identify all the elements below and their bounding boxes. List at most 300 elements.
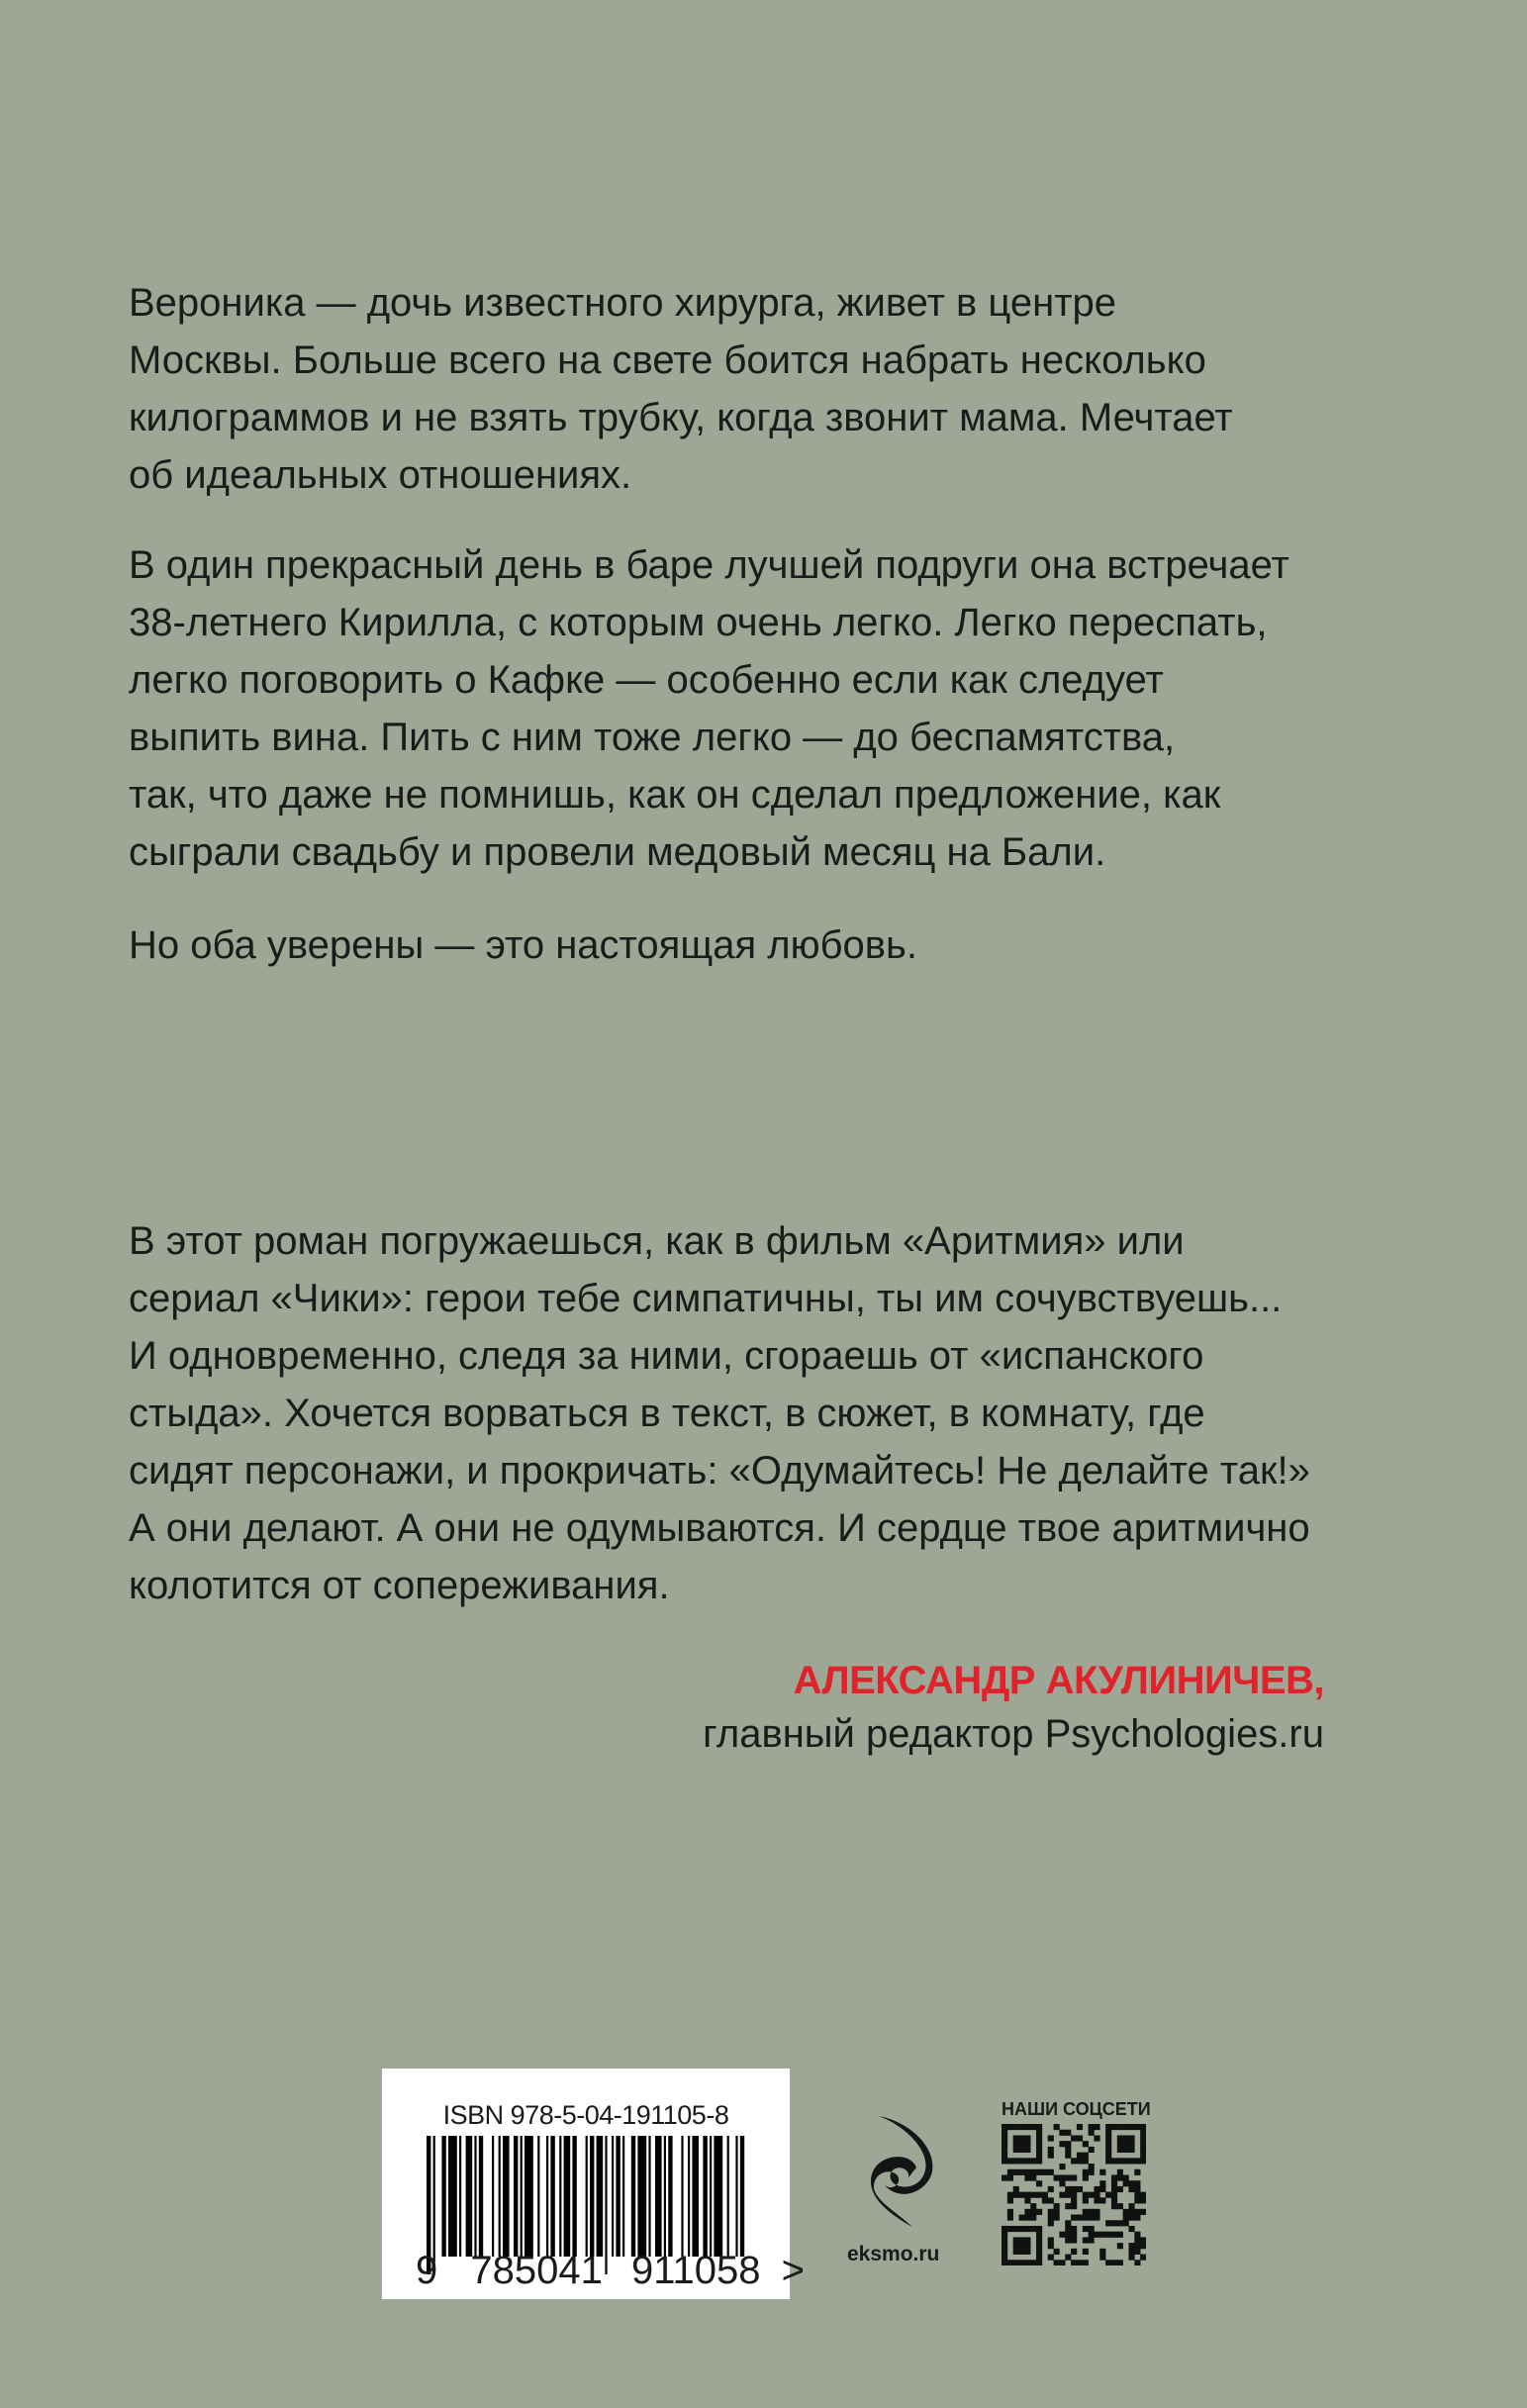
barcode-bar	[521, 2136, 523, 2257]
qr-module	[1054, 2215, 1060, 2221]
qr-module	[1059, 2130, 1065, 2136]
qr-module	[1089, 2124, 1095, 2130]
qr-module	[1002, 2260, 1007, 2265]
barcode-bar	[616, 2136, 620, 2257]
barcode-bar	[681, 2136, 683, 2257]
qr-module	[1140, 2135, 1146, 2141]
qr-module	[1030, 2203, 1036, 2209]
qr-module	[1083, 2174, 1089, 2180]
qr-module	[1054, 2249, 1060, 2255]
barcode-digit-group: 785041	[470, 2249, 603, 2292]
qr-module	[1094, 2135, 1099, 2141]
qr-module	[1065, 2203, 1071, 2209]
barcode-bar	[474, 2136, 476, 2257]
qr-module	[1007, 2192, 1013, 2198]
qr-module	[1105, 2130, 1111, 2136]
qr-module	[1002, 2249, 1007, 2255]
qr-module	[1030, 2169, 1036, 2175]
qr-module	[1117, 2243, 1123, 2249]
barcode-bar	[586, 2136, 588, 2257]
qr-module	[1002, 2226, 1007, 2232]
qr-module	[1134, 2209, 1140, 2215]
quote-author: АЛЕКСАНДР АКУЛИНИЧЕВ,	[793, 1659, 1324, 1702]
qr-module	[1123, 2220, 1129, 2226]
qr-module	[1077, 2260, 1083, 2265]
qr-module	[1089, 2215, 1095, 2221]
qr-module	[1065, 2141, 1071, 2147]
qr-module	[1094, 2197, 1099, 2203]
qr-module	[1002, 2141, 1007, 2147]
qr-module	[1065, 2220, 1071, 2226]
qr-module	[1105, 2260, 1111, 2265]
qr-module	[1036, 2243, 1042, 2249]
qr-module	[1036, 2192, 1042, 2198]
barcode-bar	[648, 2136, 650, 2257]
qr-module	[1105, 2220, 1111, 2226]
text-line: об идеальных отношениях.	[129, 453, 632, 497]
qr-module	[1013, 2147, 1019, 2153]
qr-module	[1123, 2141, 1129, 2147]
qr-module	[1048, 2197, 1054, 2203]
qr-module	[1071, 2186, 1077, 2192]
text-line: так, что даже не помнишь, как он сделал предложение, как	[129, 773, 1221, 817]
qr-module	[1030, 2158, 1036, 2164]
qr-module	[1117, 2232, 1123, 2238]
qr-module	[1094, 2124, 1099, 2130]
qr-module	[1128, 2141, 1134, 2147]
qr-module	[1140, 2158, 1146, 2164]
eksmo-logo-icon	[851, 2108, 940, 2237]
qr-module	[1036, 2255, 1042, 2261]
qr-module	[1002, 2158, 1007, 2164]
text-line: 38-летнего Кирилла, с которым очень легко. Легко переспать,	[129, 601, 1268, 644]
qr-module	[1007, 2197, 1013, 2203]
barcode-bar	[714, 2136, 722, 2257]
qr-module	[1013, 2135, 1019, 2141]
qr-module	[1105, 2147, 1111, 2153]
qr-module	[1002, 2237, 1007, 2243]
qr-module	[1117, 2135, 1123, 2141]
qr-module	[1089, 2164, 1095, 2169]
qr-module	[1077, 2153, 1083, 2159]
barcode-bar	[546, 2136, 548, 2257]
qr-module	[1013, 2186, 1019, 2192]
qr-module	[1105, 2192, 1111, 2198]
qr-module	[1019, 2158, 1025, 2164]
qr-module	[1002, 2243, 1007, 2249]
qr-module	[1089, 2232, 1095, 2238]
qr-module	[1083, 2192, 1089, 2198]
qr-module	[1123, 2135, 1129, 2141]
qr-module	[1019, 2260, 1025, 2265]
qr-module	[1030, 2209, 1036, 2215]
qr-module	[1128, 2147, 1134, 2153]
qr-module	[1140, 2147, 1146, 2153]
qr-module	[1054, 2203, 1060, 2209]
barcode-bar	[688, 2136, 690, 2257]
qr-module	[1128, 2243, 1134, 2249]
barcode-bar	[466, 2136, 473, 2257]
qr-module	[1077, 2215, 1083, 2221]
qr-module	[1071, 2215, 1077, 2221]
qr-module	[1123, 2209, 1129, 2215]
qr-module	[1042, 2197, 1048, 2203]
qr-module	[1024, 2174, 1030, 2180]
qr-module	[1128, 2186, 1134, 2192]
qr-module	[1059, 2232, 1065, 2238]
barcode-bar	[559, 2136, 561, 2257]
qr-module	[1036, 2226, 1042, 2232]
qr-module	[1002, 2153, 1007, 2159]
qr-module	[1117, 2203, 1123, 2209]
qr-module	[1099, 2180, 1105, 2186]
qr-module	[1019, 2124, 1025, 2130]
qr-module	[1036, 2180, 1042, 2186]
qr-module	[1048, 2243, 1054, 2249]
text-line: килограммов и не взять трубку, когда звонит мама. Мечтает	[129, 396, 1233, 439]
barcode-bar	[637, 2136, 646, 2257]
qr-module	[1036, 2158, 1042, 2164]
qr-module	[1013, 2226, 1019, 2232]
qr-module	[1134, 2232, 1140, 2238]
qr-module	[1134, 2237, 1140, 2243]
qr-module	[1019, 2249, 1025, 2255]
text-line: выпить вина. Пить с ним тоже легко — до беспамятства,	[129, 716, 1176, 759]
qr-module	[1054, 2124, 1060, 2130]
qr-module	[1036, 2260, 1042, 2265]
qr-module	[1013, 2141, 1019, 2147]
qr-module	[1128, 2255, 1134, 2261]
qr-module	[1105, 2124, 1111, 2130]
barcode-bar	[597, 2136, 604, 2257]
qr-module	[1123, 2180, 1129, 2186]
qr-module	[1128, 2124, 1134, 2130]
qr-module	[1065, 2130, 1071, 2136]
qr-module	[1030, 2174, 1036, 2180]
qr-module	[1065, 2186, 1071, 2192]
qr-module	[1077, 2135, 1083, 2141]
qr-module	[1071, 2158, 1077, 2164]
qr-module	[1007, 2260, 1013, 2265]
qr-module	[1117, 2169, 1123, 2175]
barcode-bar	[590, 2136, 594, 2257]
barcode-digit-group: >	[781, 2249, 805, 2292]
qr-module	[1030, 2215, 1036, 2221]
qr-module	[1089, 2192, 1095, 2198]
qr-module	[1065, 2147, 1071, 2153]
qr-module	[1094, 2232, 1099, 2238]
qr-module	[1111, 2232, 1117, 2238]
qr-module	[1065, 2237, 1071, 2243]
qr-module	[1117, 2220, 1123, 2226]
qr-module	[1065, 2226, 1071, 2232]
barcode-bar	[499, 2136, 501, 2257]
barcode-bar	[441, 2136, 445, 2257]
qr-module	[1048, 2135, 1054, 2141]
qr-module	[1071, 2174, 1077, 2180]
qr-module	[1123, 2215, 1129, 2221]
qr-module	[1077, 2158, 1083, 2164]
barcode-bar	[459, 2136, 461, 2257]
qr-module	[1002, 2135, 1007, 2141]
qr-module	[1140, 2124, 1146, 2130]
text-line: сыграли свадьбу и провели медовый месяц на Бали.	[129, 830, 1106, 874]
qr-module	[1099, 2255, 1105, 2261]
qr-module	[1024, 2141, 1030, 2147]
qr-module	[1099, 2197, 1105, 2203]
qr-module	[1117, 2158, 1123, 2164]
qr-module	[1111, 2220, 1117, 2226]
qr-module	[1083, 2249, 1089, 2255]
barcode-bar	[631, 2136, 635, 2257]
qr-module	[1048, 2147, 1054, 2153]
qr-module	[1094, 2215, 1099, 2221]
qr-module	[1007, 2215, 1013, 2221]
qr-module	[1019, 2147, 1025, 2153]
qr-module	[1059, 2180, 1065, 2186]
qr-module	[1048, 2169, 1054, 2175]
qr-module	[1030, 2124, 1036, 2130]
barcode-bar	[448, 2136, 457, 2257]
qr-module	[1048, 2186, 1054, 2192]
text-line: сидят персонажи, и прокричать: «Одумайтесь! Не делайте так!»	[129, 1449, 1310, 1493]
qr-module	[1019, 2226, 1025, 2232]
qr-module	[1036, 2147, 1042, 2153]
qr-module	[1128, 2158, 1134, 2164]
qr-module	[1117, 2260, 1123, 2265]
text-line: стыда». Хочется ворваться в текст, в сюжет, в комнату, где	[129, 1392, 1205, 1435]
qr-module	[1007, 2209, 1013, 2215]
text-line: легко поговорить о Кафке — особенно если как следует	[129, 658, 1164, 702]
qr-module	[1048, 2237, 1054, 2243]
isbn-barcode-block	[382, 2069, 805, 2299]
qr-module	[1036, 2237, 1042, 2243]
qr-module	[1089, 2237, 1095, 2243]
qr-module	[1007, 2169, 1013, 2175]
qr-module	[1123, 2147, 1129, 2153]
qr-module	[1117, 2186, 1123, 2192]
qr-module	[1083, 2260, 1089, 2265]
qr-module	[1123, 2158, 1129, 2164]
qr-module	[1123, 2174, 1129, 2180]
qr-module	[1083, 2158, 1089, 2164]
description-paragraph-3	[129, 916, 917, 974]
qr-module	[1002, 2124, 1007, 2130]
qr-module	[1071, 2203, 1077, 2209]
qr-module	[1071, 2135, 1077, 2141]
qr-module	[1105, 2141, 1111, 2147]
qr-module	[1083, 2169, 1089, 2175]
qr-module	[1024, 2215, 1030, 2221]
qr-module	[1105, 2135, 1111, 2141]
qr-module	[1013, 2124, 1019, 2130]
qr-module	[1013, 2158, 1019, 2164]
barcode-bar	[735, 2136, 737, 2257]
qr-module	[1048, 2209, 1054, 2215]
barcode-bar	[564, 2136, 571, 2257]
qr-module	[1123, 2124, 1129, 2130]
qr-module	[1089, 2130, 1095, 2136]
qr-module	[1094, 2186, 1099, 2192]
barcode-bar	[550, 2136, 554, 2257]
quote-author-role: главный редактор Psychologies.ru	[703, 1712, 1324, 1756]
qr-module	[1065, 2153, 1071, 2159]
qr-module	[1024, 2237, 1030, 2243]
qr-module	[1117, 2147, 1123, 2153]
qr-module	[1059, 2141, 1065, 2147]
qr-module	[1134, 2180, 1140, 2186]
qr-module	[1140, 2130, 1146, 2136]
qr-module	[1013, 2249, 1019, 2255]
qr-module	[1089, 2169, 1095, 2175]
qr-module	[1071, 2197, 1077, 2203]
qr-module	[1094, 2192, 1099, 2198]
qr-module	[1036, 2153, 1042, 2159]
isbn-number: ISBN 978-5-04-191105-8	[442, 2100, 729, 2130]
qr-module	[1002, 2232, 1007, 2238]
qr-module	[1099, 2232, 1105, 2238]
barcode-bar	[514, 2136, 518, 2257]
barcode-bar	[622, 2136, 624, 2257]
qr-module	[1007, 2226, 1013, 2232]
qr-module	[1024, 2243, 1030, 2249]
qr-module	[1140, 2255, 1146, 2261]
qr-module	[1089, 2226, 1095, 2232]
qr-module	[1111, 2203, 1117, 2209]
text-line: сериал «Чики»: герои тебе симпатичны, ты им сочувствуешь...	[129, 1277, 1283, 1320]
barcode-bar	[664, 2136, 666, 2257]
qr-module	[1019, 2243, 1025, 2249]
qr-module	[1024, 2169, 1030, 2175]
barcode-bar	[492, 2136, 494, 2257]
barcode-bar	[479, 2136, 483, 2257]
qr-module	[1111, 2186, 1117, 2192]
qr-module	[1134, 2197, 1140, 2203]
qr-module	[1111, 2158, 1117, 2164]
qr-module	[1019, 2192, 1025, 2198]
social-label: НАШИ СОЦСЕТИ	[1002, 2099, 1151, 2119]
qr-module	[1030, 2192, 1036, 2198]
qr-module	[1071, 2237, 1077, 2243]
barcode-bar	[740, 2136, 744, 2257]
qr-module	[1048, 2255, 1054, 2261]
barcode-digit-group: 9	[416, 2249, 438, 2292]
barcode-bar	[703, 2136, 707, 2257]
qr-module	[1019, 2237, 1025, 2243]
qr-module	[1054, 2209, 1060, 2215]
qr-module	[1007, 2158, 1013, 2164]
qr-module	[1083, 2209, 1089, 2215]
qr-module	[1083, 2226, 1089, 2232]
qr-module	[1036, 2135, 1042, 2141]
qr-module	[1134, 2192, 1140, 2198]
qr-module	[1111, 2180, 1117, 2186]
qr-module	[1019, 2215, 1025, 2221]
qr-code[interactable]	[1002, 2124, 1146, 2265]
text-line: А они делают. А они не одумываются. И сердце твое аритмично	[129, 1506, 1310, 1550]
qr-module	[1042, 2192, 1048, 2198]
qr-module	[1134, 2215, 1140, 2221]
qr-module	[1077, 2124, 1083, 2130]
text-line: Но оба уверены — это настоящая любовь.	[129, 923, 917, 967]
qr-module	[1036, 2249, 1042, 2255]
qr-module	[1099, 2169, 1105, 2175]
barcode-bar	[668, 2136, 672, 2257]
qr-module	[1024, 2124, 1030, 2130]
barcode-bar	[572, 2136, 576, 2257]
qr-module	[1128, 2226, 1134, 2232]
qr-module	[1083, 2141, 1089, 2147]
qr-module	[1019, 2169, 1025, 2175]
qr-module	[1019, 2141, 1025, 2147]
qr-module	[1128, 2180, 1134, 2186]
qr-module	[1030, 2226, 1036, 2232]
qr-module	[1089, 2209, 1095, 2215]
barcode-bar	[503, 2136, 510, 2257]
qr-module	[1002, 2130, 1007, 2136]
text-line: Москвы. Больше всего на свете боится набрать несколько	[129, 338, 1206, 382]
qr-module	[1105, 2153, 1111, 2159]
qr-module	[1134, 2243, 1140, 2249]
qr-module	[1036, 2124, 1042, 2130]
barcode-bar	[537, 2136, 539, 2257]
qr-module	[1036, 2141, 1042, 2147]
qr-module	[1134, 2249, 1140, 2255]
qr-module	[1099, 2186, 1105, 2192]
qr-module	[1134, 2158, 1140, 2164]
qr-module	[1117, 2124, 1123, 2130]
qr-module	[1140, 2243, 1146, 2249]
qr-module	[1128, 2203, 1134, 2209]
qr-module	[1024, 2147, 1030, 2153]
qr-module	[1024, 2192, 1030, 2198]
qr-module	[1042, 2169, 1048, 2175]
barcode-bar	[692, 2136, 699, 2257]
qr-module	[1054, 2174, 1060, 2180]
barcode-digits	[416, 2249, 805, 2293]
barcode-bar	[727, 2136, 729, 2257]
qr-module	[1134, 2124, 1140, 2130]
qr-module	[1024, 2135, 1030, 2141]
qr-module	[1036, 2209, 1042, 2215]
barcode-bar	[525, 2136, 533, 2257]
qr-module	[1111, 2192, 1117, 2198]
qr-module	[1024, 2158, 1030, 2164]
qr-module	[1117, 2141, 1123, 2147]
qr-module	[1089, 2147, 1095, 2153]
publisher-site: eksmo.ru	[847, 2243, 940, 2265]
qr-module	[1071, 2249, 1077, 2255]
qr-module	[1059, 2192, 1065, 2198]
description-paragraph-2	[129, 536, 1289, 881]
qr-module	[1094, 2209, 1099, 2215]
qr-module	[1002, 2174, 1007, 2180]
qr-module	[1128, 2209, 1134, 2215]
qr-module	[1002, 2255, 1007, 2261]
text-line: И одновременно, следя за ними, сгораешь от «испанского	[129, 1334, 1204, 1378]
qr-module	[1134, 2169, 1140, 2175]
qr-module	[1083, 2237, 1089, 2243]
qr-module	[1059, 2260, 1065, 2265]
qr-module	[1059, 2164, 1065, 2169]
qr-module	[1002, 2147, 1007, 2153]
text-line: Вероника — дочь известного хирурга, живет в центре	[129, 281, 1117, 325]
qr-module	[1105, 2232, 1111, 2238]
qr-module	[1128, 2215, 1134, 2221]
qr-module	[1036, 2169, 1042, 2175]
qr-module	[1128, 2249, 1134, 2255]
qr-module	[1111, 2260, 1117, 2265]
